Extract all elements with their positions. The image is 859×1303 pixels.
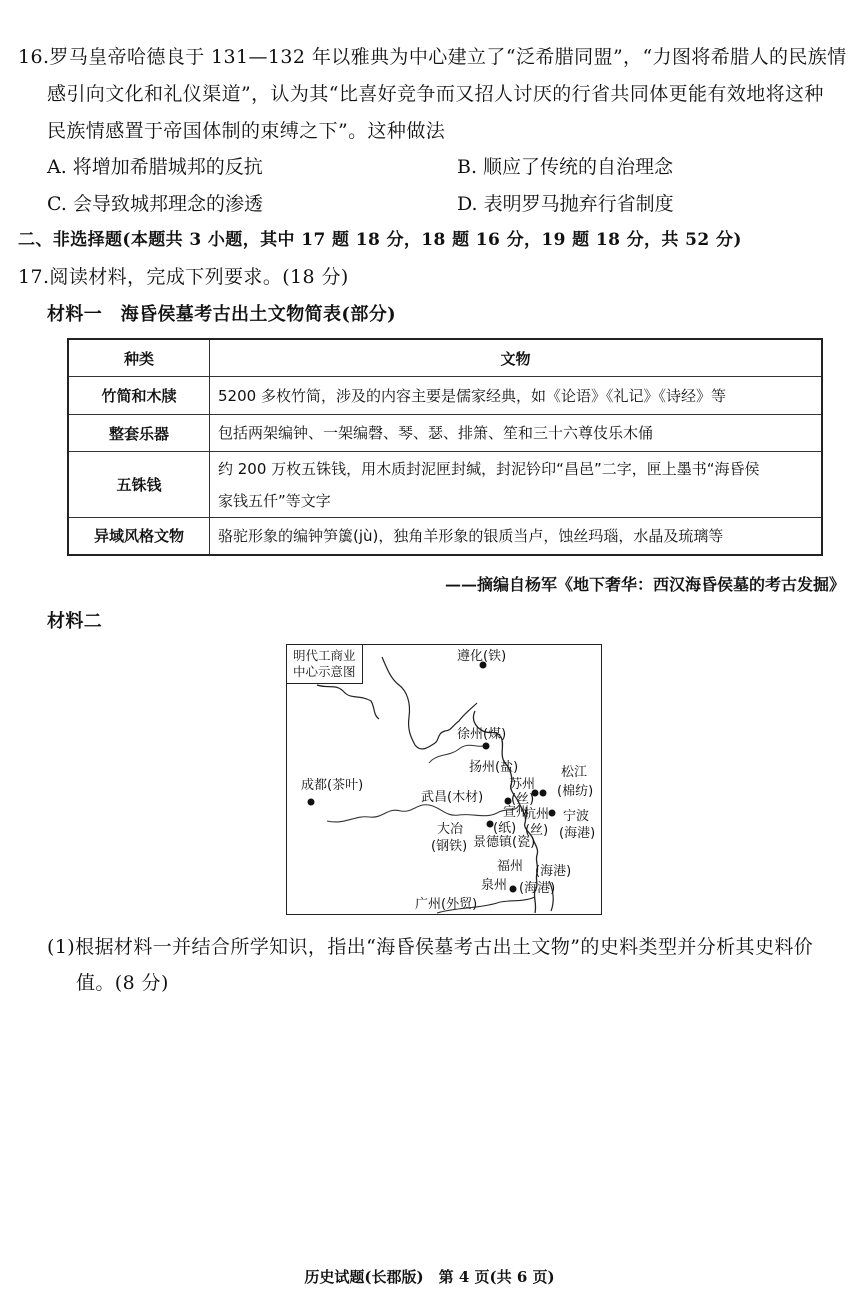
- map-label-songjiang-product: (棉纺): [557, 784, 594, 799]
- map-label-suzhou: 苏州: [509, 777, 536, 792]
- q17-intro: 17.阅读材料，完成下列要求。(18 分): [18, 266, 349, 288]
- map-label-xuancheng-product: (纸): [493, 821, 517, 836]
- table-row: [68, 452, 822, 518]
- map-label-quanzhou: 泉州: [481, 878, 508, 893]
- city-dot: [549, 810, 556, 817]
- q16-option-b: B. 顺应了传统的自治理念: [457, 156, 674, 178]
- map-label-quanzhou-product: (海港): [519, 881, 556, 896]
- q17-sub1-line2: 值。(8 分): [76, 972, 169, 994]
- material2-title: 材料二: [47, 611, 103, 632]
- artifact-table: [67, 338, 823, 556]
- table-header-category: 种类: [68, 339, 210, 377]
- table-header-row: [68, 339, 822, 377]
- map-label-daye: 大冶: [437, 822, 464, 837]
- map-label-yangzhou: 扬州(盐): [469, 760, 519, 775]
- table-cell-items: [210, 452, 823, 518]
- map-title: [287, 645, 363, 684]
- table-cell-items: 5200 多枚竹简，涉及的内容主要是儒家经典，如《论语》《礼记》《诗经》等: [210, 377, 823, 415]
- map-label-fuzhou-product: (海港): [535, 864, 572, 879]
- city-dot: [308, 799, 315, 806]
- table-cell-category: 竹简和木牍: [68, 377, 210, 415]
- table-cell-category: 异域风格文物: [68, 518, 210, 555]
- q16-stem-line3: 民族情感置于帝国体制的束缚之下”。这种做法: [47, 120, 446, 142]
- material1-source: ——摘编自杨军《地下奢华：西汉海昏侯墓的考古发掘》: [444, 575, 845, 594]
- map-label-xuzhou: 徐州(煤): [457, 727, 507, 742]
- map-label-songjiang: 松江: [561, 765, 588, 780]
- city-dot: [510, 886, 517, 893]
- section-heading: 二、非选择题(本题共 3 小题，其中 17 题 18 分，18 题 16 分，19 题 18 分，共 52 分): [18, 230, 742, 250]
- map-label-suzhou-product: (丝): [511, 792, 535, 807]
- material1-title: 材料一 海昏侯墓考古出土文物简表(部分): [47, 304, 397, 325]
- q17-sub1-line1: (1)根据材料一并结合所学知识，指出“海昏侯墓考古出土文物”的史料类型并分析其史料价: [47, 936, 814, 958]
- q16-stem-line2: 感引向文化和礼仪渠道”，认为其“比喜好竞争而又招人讨厌的行省共同体更能有效地将这种: [47, 83, 824, 105]
- map-label-fuzhou: 福州: [497, 859, 524, 874]
- table-cell-items-line2: 家钱五仟”等文字: [218, 491, 331, 510]
- map-title-line2: 中心示意图: [293, 664, 356, 679]
- map-label-hangzhou: 杭州: [523, 807, 550, 822]
- table-row: [68, 415, 822, 452]
- q16-option-d: D. 表明罗马抛弃行省制度: [457, 193, 674, 215]
- table-cell-items: 骆驼形象的编钟笋簴(jù)，独角羊形象的银质当卢，蚀丝玛瑙，水晶及琉璃等: [210, 518, 823, 555]
- map-label-zunhua: 遵化(铁): [457, 649, 507, 664]
- table-row: [68, 518, 822, 555]
- table-cell-category: 五铢钱: [68, 452, 210, 518]
- ming-commerce-map: [286, 644, 602, 915]
- city-dot: [483, 743, 490, 750]
- page-footer: 历史试题(长郡版) 第 4 页(共 6 页): [304, 1268, 555, 1286]
- map-label-ningbo-product: (海港): [559, 826, 596, 841]
- map-label-daye-product: (钢铁): [431, 839, 468, 854]
- table-cell-items: 包括两架编钟、一架编磬、琴、瑟、排箫、笙和三十六尊伎乐木俑: [210, 415, 823, 452]
- map-label-jingdezhen: 景德镇(瓷): [473, 835, 536, 850]
- map-label-hangzhou-product: (丝): [525, 823, 549, 838]
- map-label-xuancheng: 宣州: [503, 805, 530, 820]
- q16-stem-line1: 16.罗马皇帝哈德良于 131—132 年以雅典为中心建立了“泛希腊同盟”，“力图将希腊人的民族情: [18, 46, 847, 68]
- map-title-line1: 明代工商业: [293, 648, 356, 663]
- map-label-guangzhou: 广州(外贸): [415, 897, 478, 912]
- map-label-chengdu: 成都(茶叶): [301, 778, 364, 793]
- q16-option-a: A. 将增加希腊城邦的反抗: [47, 156, 263, 178]
- map-label-ningbo: 宁波: [563, 809, 590, 824]
- map-label-wuchang: 武昌(木材): [421, 790, 484, 805]
- table-cell-category: 整套乐器: [68, 415, 210, 452]
- city-dot: [540, 790, 547, 797]
- table-row: [68, 377, 822, 415]
- table-header-items: 文物: [210, 339, 823, 377]
- q16-option-c: C. 会导致城邦理念的渗透: [47, 193, 263, 215]
- table-cell-items-line1: 约 200 万枚五铢钱，用木质封泥匣封缄，封泥钤印“昌邑”二字，匣上墨书“海昏侯: [218, 459, 760, 478]
